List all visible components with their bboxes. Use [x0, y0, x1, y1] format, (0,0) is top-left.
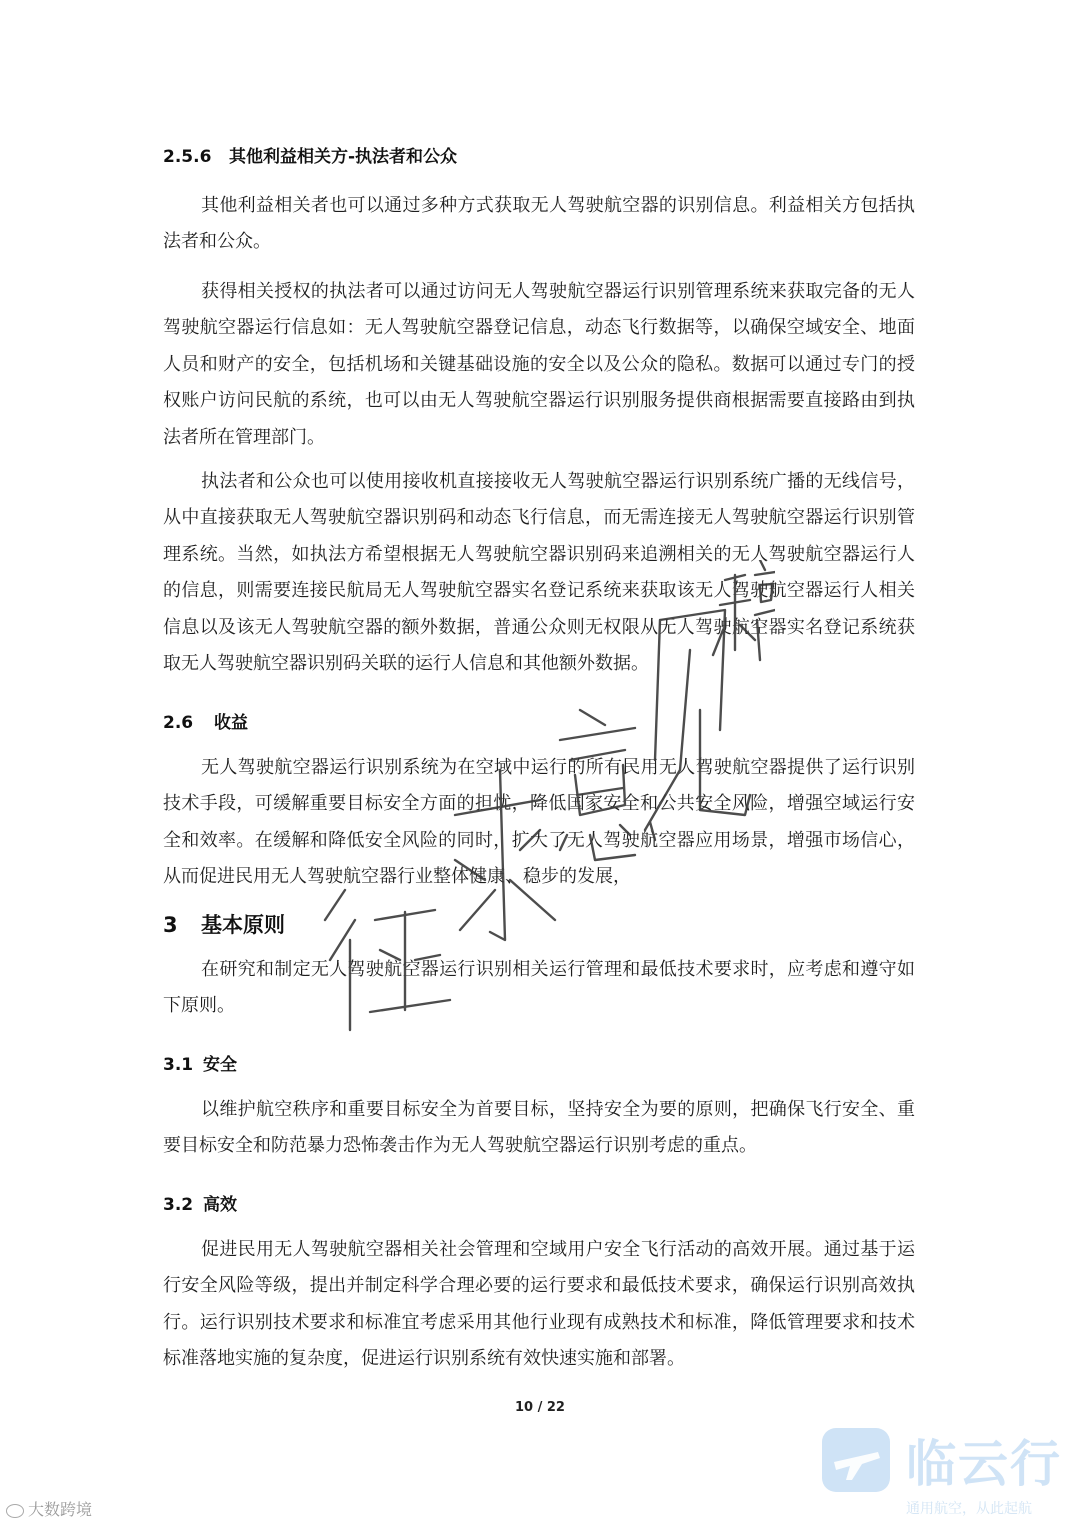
section-title: 其他利益相关方-执法者和公众: [229, 147, 458, 167]
section-number: 3: [163, 913, 178, 937]
section-heading-2-6: [163, 708, 248, 733]
page-number: 10 / 22: [515, 1400, 565, 1415]
brand-watermark: [822, 1418, 1080, 1527]
section-number: 3.1: [163, 1055, 194, 1075]
paragraph: 获得相关授权的执法者可以通过访问无人驾驶航空器运行识别管理系统来获取完备的无人驾驶航空器运行信息如：无人驾驶航空器登记信息，动态飞行数据等，以确保空域安全、地面人员和财产的安全，包括机场和关键基础设施的安全以及公众的隐私。数据可以通过专门的授权账户访问民航的系统，也可以由无人驾驶航空器运行识别服务提供商根据需要直接路由到执法者所在管理部门。: [163, 281, 915, 448]
paragraph: 其他利益相关者也可以通过多种方式获取无人驾驶航空器的识别信息。利益相关方包括执法者和公众。: [163, 195, 915, 253]
section-number: 2.6: [163, 713, 194, 733]
brand-name: 临云行: [906, 1435, 1062, 1493]
section-number: 2.5.6: [163, 147, 212, 167]
airplane-icon: [822, 1428, 890, 1492]
brand-logo-icon: [6, 1504, 24, 1518]
section-heading-3: [163, 909, 285, 939]
section-title: 收益: [214, 713, 248, 733]
paragraph: 无人驾驶航空器运行识别系统为在空域中运行的所有民用无人驾驶航空器提供了运行识别技术手段，可缓解重要目标安全方面的担忧，降低国家安全和公共安全风险，增强空域运行安全和效率。在缓解和降低安全风险的同时，扩大了无人驾驶航空器应用场景，增强市场信心，从而促进民用无人驾驶航空器行业整体健康、稳步的发展，: [163, 757, 915, 888]
section-title: 基本原则: [201, 913, 285, 937]
paragraph: 促进民用无人驾驶航空器相关社会管理和空域用户安全飞行活动的高效开展。通过基于运行安全风险等级，提出并制定科学合理必要的运行要求和最低技术要求，确保运行识别高效执行。运行识别技术要求和标准宜考虑采用其他行业现有成熟技术和标准，降低管理要求和技术标准落地实施的复杂度，促进运行识别系统有效快速实施和部署。: [163, 1239, 915, 1370]
brand-slogan: 通用航空，从此起航: [906, 1501, 1032, 1517]
section-heading-3-1: [163, 1050, 237, 1075]
source-watermark: [6, 1497, 92, 1520]
section-title: 高效: [203, 1195, 237, 1215]
source-watermark-text: 大数跨境: [28, 1500, 93, 1519]
paragraph: 在研究和制定无人驾驶航空器运行识别相关运行管理和最低技术要求时，应考虑和遵守如下原则。: [163, 959, 915, 1017]
paragraph: 执法者和公众也可以使用接收机直接接收无人驾驶航空器运行识别系统广播的无线信号，从中直接获取无人驾驶航空器识别码和动态飞行信息，而无需连接无人驾驶航空器运行识别管理系统。当然，如执法方希望根据无人驾驶航空器识别码来追溯相关的无人驾驶航空器运行人的信息，则需要连接民航局无人驾驶航空器实名登记系统来获取该无人驾驶航空器运行人相关信息以及该无人驾驶航空器的额外数据，普通公众则无权限从无人驾驶航空器实名登记系统获取无人驾驶航空器识别码关联的运行人信息和其他额外数据。: [163, 471, 915, 675]
paragraph: 以维护航空秩序和重要目标安全为首要目标，坚持安全为要的原则，把确保飞行安全、重要目标安全和防范暴力恐怖袭击作为无人驾驶航空器运行识别考虑的重点。: [163, 1099, 915, 1157]
section-heading-3-2: [163, 1190, 237, 1215]
section-heading-2-5-6: [163, 142, 457, 167]
section-number: 3.2: [163, 1195, 194, 1215]
section-title: 安全: [203, 1055, 237, 1075]
